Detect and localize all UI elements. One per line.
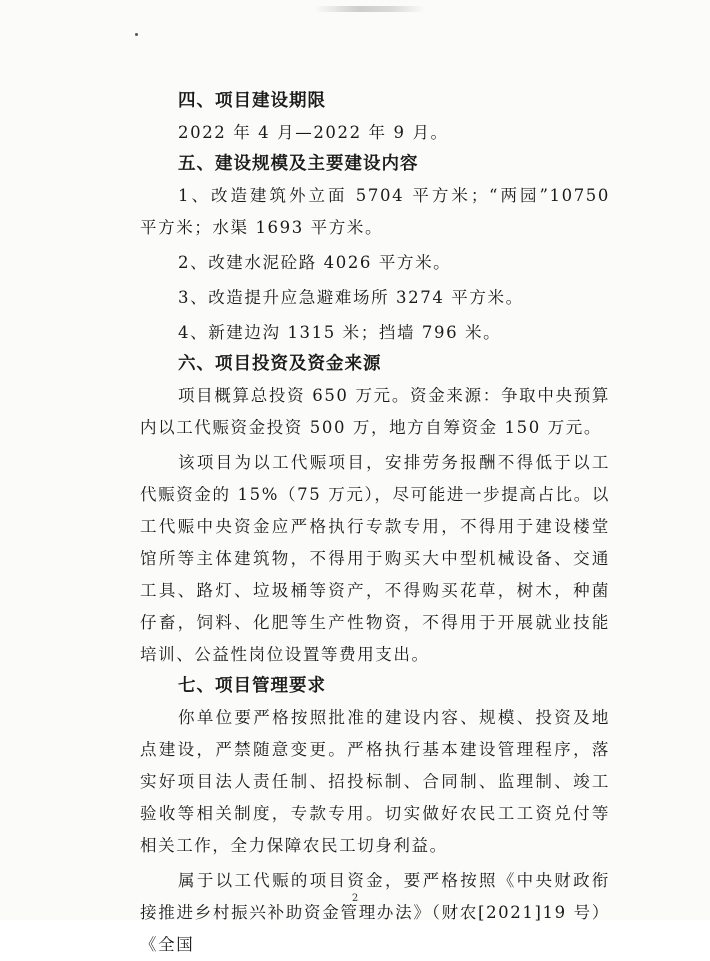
section-heading-6: 六、项目投资及资金来源 bbox=[178, 354, 382, 374]
section-7-paragraph-1: 你单位要严格按照批准的建设内容、规模、投资及地点建设，严禁随意变更。严格执行基本建设管理程序，落实好项目法人责任制、招投标制、合同制、监理制、竣工验收等相关制度，专款专用。切实做好农民工工资兑付等相关工作，全力保障农民工切身利益。 bbox=[140, 708, 610, 855]
section-heading-4: 四、项目建设期限 bbox=[178, 91, 326, 111]
scan-dot bbox=[135, 33, 138, 36]
document-body bbox=[140, 86, 610, 961]
section-7-paragraph-2: 属于以工代赈的项目资金，要严格按照《中央财政衔接推进乡村振兴补助资金管理办法》（财农[2021]19 号）《全国 bbox=[140, 871, 610, 954]
section-5-item-1: 1、改造建筑外立面 5704 平方米；“两园”10750 平方米；水渠 1693 平方米。 bbox=[140, 186, 610, 237]
section-5-item-3: 3、改造提升应急避难场所 3274 平方米。 bbox=[178, 288, 524, 307]
section-heading-7: 七、项目管理要求 bbox=[178, 676, 326, 696]
section-4-paragraph-1: 2022 年 4 月—2022 年 9 月。 bbox=[178, 123, 449, 142]
section-6-paragraph-1: 项目概算总投资 650 万元。资金来源：争取中央预算内以工代赈资金投资 500 万，地方自筹资金 150 万元。 bbox=[140, 386, 610, 437]
section-6-paragraph-2: 该项目为以工代赈项目，安排劳务报酬不得低于以工代赈资金的 15%（75 万元），尽可能进一步提高占比。以工代赈中央资金应严格执行专款专用，不得用于建设楼堂馆所等主体建筑物，不得用于购买大中型机械设备、交通工具、路灯、垃圾桶等资产，不得购买花草，树木，种菌仔畜，饲料、化肥等生产性物资，不得用于开展就业技能培训、公益性岗位设置等费用支出。 bbox=[140, 453, 610, 664]
scan-artifact bbox=[315, 6, 425, 12]
section-5-item-4: 4、新建边沟 1315 米；挡墙 796 米。 bbox=[178, 323, 502, 342]
section-5-item-2: 2、改建水泥砼路 4026 平方米。 bbox=[178, 253, 452, 272]
section-heading-5: 五、建设规模及主要建设内容 bbox=[178, 154, 419, 174]
page-number: 2 bbox=[351, 893, 359, 904]
